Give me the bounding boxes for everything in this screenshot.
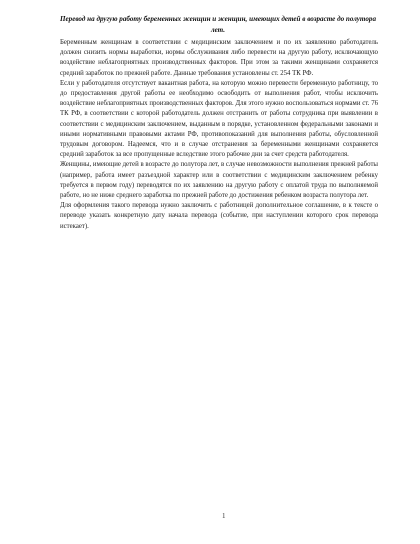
paragraph-2: Если у работодателя отсутствует вакантная работа, на которую можно перевести беременную работницу, то до предоставления другой работы ее необходимо освободить от выполнения работ, чтобы исключить воздействие неблагоприятных производственных факторов. Для этого нужно воспользоваться нормами ст. 76 ТК РФ, в соответствии с которой работодатель должен отстранить от работы сотрудника при выявлении в соответствии с медицинским заключением, выданным в порядке, установленном федеральными законами и иными нормативными правовыми актами РФ, противопоказаний для выполнения работы, обусловленной трудовым договором. Надеемся, что и в случае отстранения за беременными женщинами сохраняется средний заработок за все пропущенные вследствие этого рабочие дни за счет средств работодателя. [60,79,378,159]
document-title: Перевод на другую работу беременных женщин и женщин, имеющих детей в возрасте до полутора лет. [60,15,376,35]
page-number: 1 [222,512,226,520]
document-body [60,38,378,232]
paragraph-4: Для оформления такого перевода нужно заключить с работницей дополнительное соглашение, в к тексте о переводе указать конкретную дату начала перевода (событие, при наступлении которого срок перевода истекает). [60,202,378,230]
paragraph-3: Женщины, имеющие детей в возрасте до полутора лет, в случае невозможности выполнения прежней работы (например, работа имеет разъездной характер или в соответствии с медицинским заключением ребенку требуется в первом году) переводятся по их заявлению на другую работу с оплатой труда по выполняемой работе, но не ниже среднего заработка по прежней работе до достижения ребенком возраста полутора лет. [60,161,378,200]
paragraph-1: Беременным женщинам в соответствии с медицинским заключением и по их заявлению работодатель должен снизить нормы выработки, нормы обслуживания либо перевести на другую работу, исключающую воздействие неблагоприятных производственных факторов. При этом за такими женщинами сохраняется средний заработок по прежней работе. Данные требования установлены ст. 254 ТК РФ. [60,39,378,77]
